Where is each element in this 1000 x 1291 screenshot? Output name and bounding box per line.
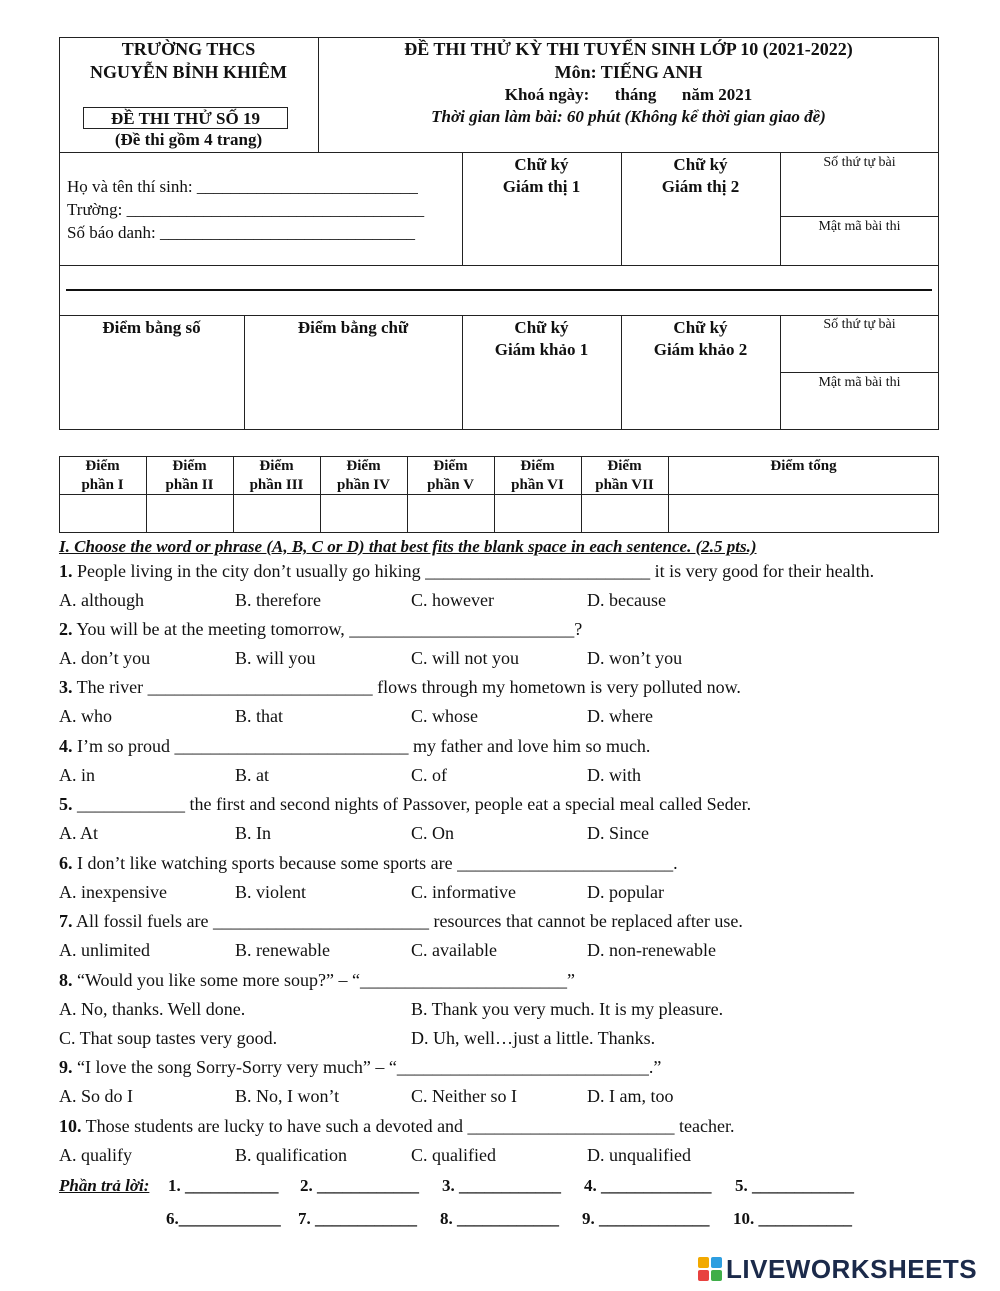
answer-blank[interactable]: 6.____________ <box>166 1209 281 1228</box>
score-col-part: phần III <box>249 477 304 493</box>
date-line: Khoá ngày: tháng năm 2021 <box>504 85 753 104</box>
question-number: 3. <box>59 677 73 697</box>
score-col-header <box>146 457 233 495</box>
option-a[interactable]: A. although <box>59 590 144 610</box>
question <box>59 969 575 991</box>
question <box>59 1056 661 1078</box>
option-c[interactable]: C. qualified <box>411 1145 496 1165</box>
option-a[interactable]: A. At <box>59 823 99 843</box>
supervisor1-sig-name: Giám thị 1 <box>502 177 581 196</box>
question-text: People living in the city don’t usually go hiking _________________________ it is very good for their health. <box>72 561 875 581</box>
question-number: 10. <box>59 1116 82 1136</box>
logo-square <box>711 1270 722 1281</box>
supervisor2-sig-name: Giám thị 2 <box>661 177 740 196</box>
logo-square <box>698 1270 709 1281</box>
score-col-label: Điểm <box>607 458 642 474</box>
exam-title: ĐỀ THI THỬ KỲ THI TUYỂN SINH LỚP 10 (2021-2022) <box>404 39 853 59</box>
option-c[interactable]: C. On <box>411 823 455 843</box>
supervisor2-sig-label: Chữ ký <box>673 155 728 174</box>
order-code-separator <box>780 216 939 217</box>
answer-blank[interactable]: 10. ___________ <box>733 1209 852 1228</box>
question-text: Those students are lucky to have such a devoted and _______________________ teacher. <box>81 1116 735 1136</box>
option-b[interactable]: B. that <box>235 706 283 726</box>
subject: Môn: TIẾNG ANH <box>554 62 703 82</box>
score-col-label: Điểm <box>259 458 294 474</box>
option-a[interactable]: A. don’t you <box>59 648 151 668</box>
option-d[interactable]: D. Uh, well…just a little. Thanks. <box>411 1028 656 1048</box>
option-a[interactable]: A. qualify <box>59 1145 132 1165</box>
question-text: “Would you like some more soup?” – “_______________________” <box>72 970 575 990</box>
score-col-header <box>233 457 320 495</box>
score-col-header <box>407 457 494 495</box>
question-text: The river _________________________ flows through my hometown is very polluted now. <box>72 677 741 697</box>
option-c[interactable]: C. whose <box>411 706 478 726</box>
score-col-header <box>581 457 668 495</box>
option-a[interactable]: A. unlimited <box>59 940 150 960</box>
answer-blank[interactable]: 3. ____________ <box>442 1176 561 1195</box>
logo-square <box>711 1257 722 1268</box>
question <box>59 560 874 582</box>
question <box>59 1115 735 1137</box>
exam-code: ĐỀ THI THỬ SỐ 19 <box>111 109 260 128</box>
grading-order-number-label: Số thứ tự bài <box>823 317 896 332</box>
option-d[interactable]: D. popular <box>587 882 664 902</box>
section-heading: I. Choose the word or phrase (A, B, C or D) that best fits the blank space in each sentence. (2.5 pts.) <box>59 537 757 556</box>
option-b[interactable]: B. therefore <box>235 590 321 610</box>
question <box>59 618 582 640</box>
liveworksheets-logo <box>698 1255 977 1283</box>
option-a[interactable]: A. No, thanks. Well done. <box>59 999 246 1019</box>
liveworksheets-logo-text: LIVEWORKSHEETS <box>726 1253 978 1284</box>
candidate-school-field[interactable]: Trường: ___________________________________ <box>67 200 425 219</box>
supervisor1-sig-label: Chữ ký <box>514 155 569 174</box>
option-b[interactable]: B. No, I won’t <box>235 1086 340 1106</box>
school-name-line1: TRƯỜNG THCS <box>121 39 256 59</box>
question-number: 6. <box>59 853 73 873</box>
score-col-part: phần II <box>165 477 214 493</box>
score-col-label: Điểm <box>85 458 120 474</box>
score-col-header <box>59 457 146 495</box>
question-number: 7. <box>59 911 73 931</box>
answer-sheet-label: Phần trả lời: <box>59 1176 150 1195</box>
option-b[interactable]: B. at <box>235 765 269 785</box>
score-col-part: phần V <box>427 477 474 493</box>
logo-square <box>698 1257 709 1268</box>
score-words-label: Điểm bằng chữ <box>297 318 409 337</box>
question <box>59 793 751 815</box>
examiner2-sig-name: Giám khảo 2 <box>653 340 748 359</box>
grading-exam-code-label: Mật mã bài thi <box>818 375 901 390</box>
option-d[interactable]: D. because <box>587 590 666 610</box>
option-a[interactable]: A. inexpensive <box>59 882 167 902</box>
question-text: “I love the song Sorry-Sorry very much” – “____________________________.” <box>72 1057 662 1077</box>
option-a[interactable]: A. in <box>59 765 95 785</box>
answer-blank[interactable]: 1. ___________ <box>168 1176 279 1195</box>
exam-code-box <box>83 107 288 129</box>
option-c[interactable]: C. will not you <box>411 648 520 668</box>
option-b[interactable]: B. Thank you very much. It is my pleasure. <box>411 999 724 1019</box>
question-number: 9. <box>59 1057 73 1077</box>
question-number: 2. <box>59 619 73 639</box>
score-col-part: phần I <box>81 477 124 493</box>
option-c[interactable]: C. That soup tastes very good. <box>59 1028 278 1048</box>
question <box>59 852 678 874</box>
question-text: All fossil fuels are ________________________ resources that cannot be replaced after use. <box>72 911 743 931</box>
question-number: 8. <box>59 970 73 990</box>
option-d[interactable]: D. won’t you <box>587 648 683 668</box>
score-col-label: Điểm <box>433 458 468 474</box>
option-c[interactable]: C. informative <box>411 882 516 902</box>
option-d[interactable]: D. unqualified <box>587 1145 691 1165</box>
detach-line <box>66 289 932 291</box>
score-col-label: Điểm <box>346 458 381 474</box>
option-b[interactable]: B. In <box>235 823 271 843</box>
school-name-line2: NGUYỄN BỈNH KHIÊM <box>89 62 287 82</box>
question <box>59 910 743 932</box>
candidate-name-field[interactable]: Họ và tên thí sinh: __________________________ <box>67 177 418 196</box>
score-col-part: phần IV <box>337 477 390 493</box>
answer-blank[interactable]: 8. ____________ <box>440 1209 559 1228</box>
option-b[interactable]: B. qualification <box>235 1145 347 1165</box>
question-text: I don’t like watching sports because some sports are ________________________. <box>72 853 678 873</box>
question-text: You will be at the meeting tomorrow, _________________________? <box>72 619 583 639</box>
score-col-header <box>320 457 407 495</box>
candidate-row-bottom <box>59 265 939 266</box>
score-total-header: Điểm tổng <box>770 458 837 474</box>
score-col-label: Điểm <box>172 458 207 474</box>
examiner1-sig-name: Giám khảo 1 <box>494 340 589 359</box>
option-b[interactable]: B. renewable <box>235 940 330 960</box>
exam-code-label: Mật mã bài thi <box>818 219 901 234</box>
option-d[interactable]: D. with <box>587 765 641 785</box>
option-d[interactable]: D. Since <box>587 823 649 843</box>
option-a[interactable]: A. who <box>59 706 112 726</box>
question <box>59 735 650 757</box>
question-number: 1. <box>59 561 73 581</box>
option-c[interactable]: C. available <box>411 940 497 960</box>
option-b[interactable]: B. violent <box>235 882 306 902</box>
pages-note: (Đề thi gồm 4 trang) <box>114 130 263 149</box>
question-number: 5. <box>59 794 73 814</box>
option-c[interactable]: C. Neither so I <box>411 1086 517 1106</box>
option-c[interactable]: C. of <box>411 765 447 785</box>
liveworksheets-logo-icon <box>698 1257 722 1281</box>
option-a[interactable]: A. So do I <box>59 1086 134 1106</box>
time-line: Thời gian làm bài: 60 phút (Không kể thời gian giao đề) <box>431 107 826 126</box>
examiner2-sig-label: Chữ ký <box>673 318 728 337</box>
answer-blank[interactable]: 2. ____________ <box>300 1176 419 1195</box>
answer-blank[interactable]: 4. _____________ <box>584 1176 712 1195</box>
order-number-label: Số thứ tự bài <box>823 155 896 170</box>
question-number: 4. <box>59 736 73 756</box>
option-d[interactable]: D. I am, too <box>587 1086 674 1106</box>
option-c[interactable]: C. however <box>411 590 494 610</box>
score-col-header <box>494 457 581 495</box>
option-d[interactable]: D. where <box>587 706 653 726</box>
grading-order-code-separator <box>780 372 939 373</box>
score-col-label: Điểm <box>520 458 555 474</box>
candidate-id-field[interactable]: Số báo danh: ______________________________ <box>67 223 416 242</box>
option-d[interactable]: D. non-renewable <box>587 940 716 960</box>
answer-blank[interactable]: 5. ____________ <box>735 1176 854 1195</box>
score-number-label: Điểm bằng số <box>102 318 201 337</box>
examiner1-sig-label: Chữ ký <box>514 318 569 337</box>
answer-blank[interactable]: 9. _____________ <box>582 1209 710 1228</box>
score-col-part: phần VII <box>595 477 654 493</box>
score-col-part: phần VI <box>511 477 564 493</box>
answer-blank[interactable]: 7. ____________ <box>298 1209 417 1228</box>
option-b[interactable]: B. will you <box>235 648 316 668</box>
question-text: I’m so proud __________________________ my father and love him so much. <box>72 736 651 756</box>
question <box>59 676 741 698</box>
question-text: ____________ the first and second nights of Passover, people eat a special meal called Seder. <box>72 794 752 814</box>
